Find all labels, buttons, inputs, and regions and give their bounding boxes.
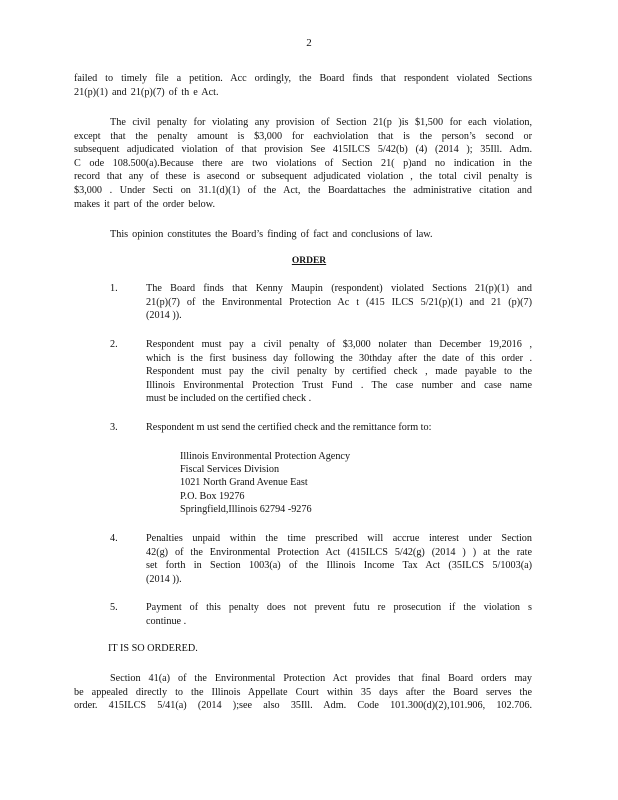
order-heading: ORDER [291, 256, 327, 266]
paragraph-line: Section 41(a) of the Environmental Protection Act provides that final Board orders may [110, 673, 532, 684]
order-item-number: 1. [110, 283, 118, 294]
order-item-line: Illinois Environmental Protection Trust Fund . The case number and case name [146, 379, 532, 391]
paragraph-line: This opinion constitutes the Board’s finding of fact and conclusions of law. [110, 229, 433, 240]
paragraph-line: makes it part of the order below. [74, 198, 216, 210]
paragraph-appeal [74, 672, 532, 713]
paragraph-civil-penalty [74, 116, 532, 211]
order-item-line: which is the first business day following the 30thday after the date of this order . [146, 352, 532, 364]
address-line: Fiscal Services Division [180, 464, 280, 476]
order-item-body [146, 338, 532, 406]
order-item-body [146, 421, 532, 435]
order-item-line: set forth in Section 1003(a) of the Illinois Income Tax Act (35ILCS 5/1003(a) [146, 560, 532, 572]
order-item-body [146, 532, 532, 586]
paragraph-line: order. 415ILCS 5/41(a) (2014 );see also 35Ill. Adm. Code 101.300(d)(2),101.906, 102.706. [74, 700, 532, 712]
paragraph-line: C ode 108.500(a).Because there are two violations of Section 21( p)and no indication in the [74, 157, 532, 169]
so-ordered-statement: IT IS SO ORDERED. [108, 643, 198, 654]
order-item-number: 4. [110, 533, 118, 544]
paragraph-line: $3,000 . Under Secti on 31.1(d)(1) of the Act, the Boardattaches the administrative citation and [74, 184, 532, 196]
remittance-address [180, 450, 430, 516]
order-item-line: 42(g) of the Environmental Protection Act (415ILCS 5/42(g) (2014 ) ) at the rate [146, 546, 532, 558]
order-item-line: Respondent must pay a civil penalty of $3,000 nolater than December 19,2016 , [146, 339, 532, 350]
order-item-line: (2014 )). [146, 310, 182, 322]
order-item-line: (2014 )). [146, 573, 182, 585]
paragraph-line: be appealed directly to the Illinois Appellate Court within 35 days after the Board serves the [74, 686, 532, 698]
order-item-line: Payment of this penalty does not prevent futu re prosecution if the violation s [146, 602, 532, 613]
paragraph-intro [74, 72, 532, 99]
address-line: Illinois Environmental Protection Agency [180, 451, 351, 462]
order-item-body [146, 282, 532, 323]
page-number: 2 [306, 37, 312, 49]
paragraph-line: except that the penalty amount is $3,000 for eachviolation that is the person’s second or [74, 130, 532, 142]
paragraph-line: 21(p)(1) and 21(p)(7) of th e Act. [74, 86, 219, 98]
order-item-line: must be included on the certified check . [146, 393, 312, 405]
order-item-line: Respondent must pay the civil penalty by certified check , made payable to the [146, 366, 532, 378]
address-line: Springfield,Illinois 62794 -9276 [180, 503, 312, 515]
order-item-number: 5. [110, 602, 118, 613]
order-item-number: 2. [110, 339, 118, 350]
order-item-line: Respondent m ust send the certified check and the remittance form to: [146, 422, 432, 433]
see-citation: subsequent adjudicated violation of that provision See 415ILCS 5/42(b) (4) (2014 ); 35Ill. Adm. [74, 144, 532, 156]
order-item-number: 3. [110, 422, 118, 433]
paragraph-line [74, 143, 532, 157]
paragraph-opinion [74, 228, 532, 242]
address-line: P.O. Box 19276 [180, 490, 245, 502]
order-item-line: continue . [146, 615, 187, 627]
order-item-line: The Board finds that Kenny Maupin (respondent) violated Sections 21(p)(1) and [146, 283, 532, 294]
order-item-line: 21(p)(7) of the Environmental Protection Ac t (415 ILCS 5/21(p)(1) and 21 (p)(7) [146, 296, 532, 308]
address-line: 1021 North Grand Avenue East [180, 477, 308, 489]
paragraph-line: failed to timely file a petition. Acc ordingly, the Board finds that respondent violated Sections [74, 73, 532, 84]
order-item-body [146, 601, 532, 628]
paragraph-line: record that any of these is asecond or subsequent adjudicated violation , the total civil penalty is [74, 171, 532, 183]
paragraph-line: The civil penalty for violating any provision of Section 21(p )is $1,500 for each violation, [110, 117, 532, 128]
order-item-line: Penalties unpaid within the time prescribed will accrue interest under Section [146, 533, 532, 544]
